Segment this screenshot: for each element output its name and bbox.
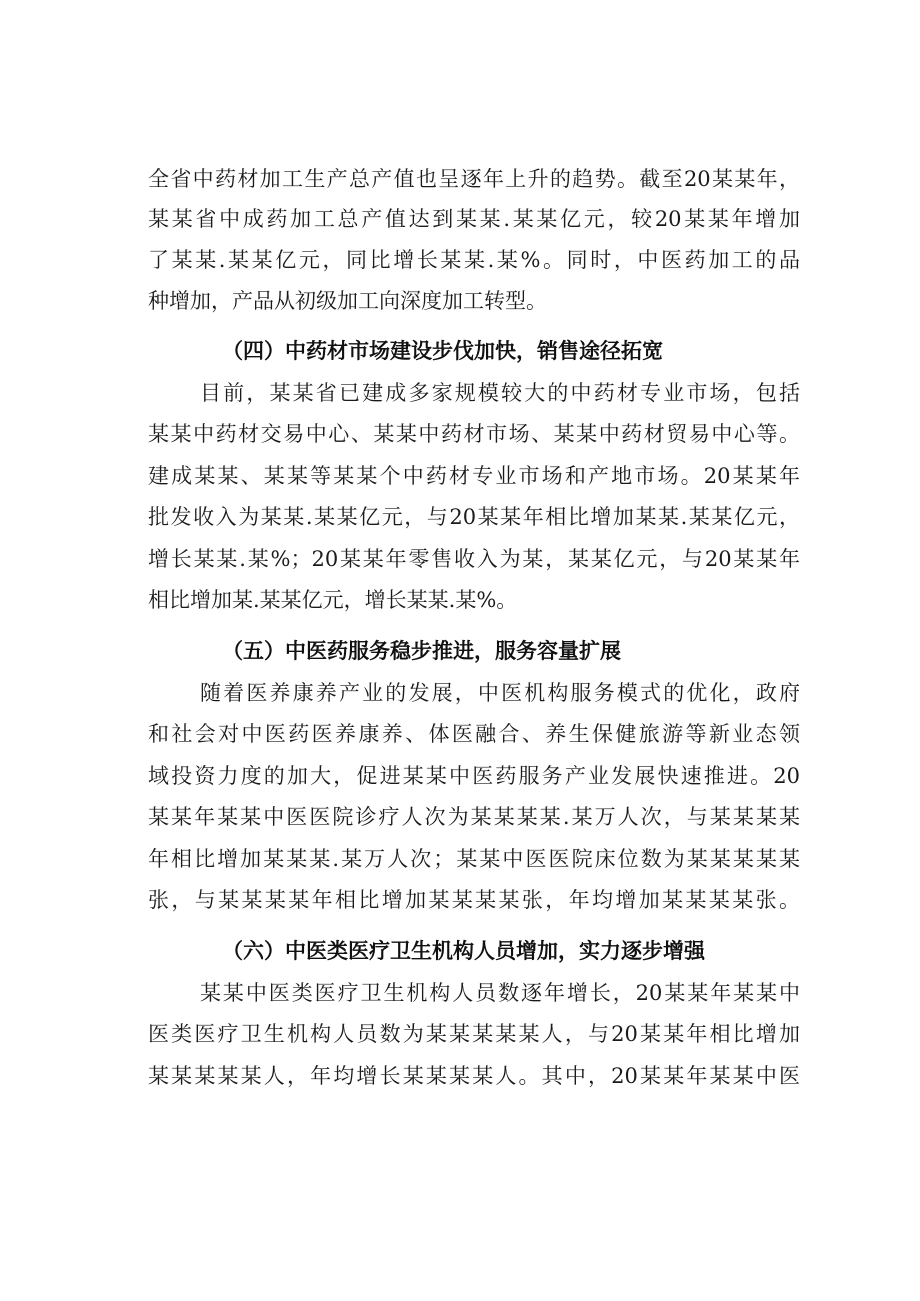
paragraph-line: 和社会对中医药医养康养、体医融合、养生保健旅游等新业态领 xyxy=(148,722,800,746)
paragraph-line: 随着医养康养产业的发展，中医机构服务模式的优化，政府 xyxy=(200,681,800,705)
paragraph-line: 某某中医类医疗卫生机构人员数逐年增长，20某某年某某中 xyxy=(200,981,800,1005)
paragraph-line: 了某某.某某亿元，同比增长某某.某%。同时，中医药加工的品 xyxy=(148,248,800,272)
paragraph-line: 批发收入为某某.某某亿元，与20某某年相比增加某某.某某亿元， xyxy=(148,505,800,529)
paragraph-line: 某某年某某中医医院诊疗人次为某某某某.某万人次，与某某某某 xyxy=(148,805,800,829)
section-heading-6: （六）中医类医疗卫生机构人员增加，实力逐步增强 xyxy=(222,939,705,963)
paragraph-line: 相比增加某.某某亿元，增长某某.某%。 xyxy=(148,588,518,612)
paragraph-line: 种增加，产品从初级加工向深度加工转型。 xyxy=(148,289,547,313)
paragraph-line: 医类医疗卫生机构人员数为某某某某某人，与20某某年相比增加 xyxy=(148,1022,800,1046)
paragraph-line: 某某中药材交易中心、某某中药材市场、某某中药材贸易中心等。 xyxy=(148,422,800,446)
paragraph-line: 全省中药材加工生产总产值也呈逐年上升的趋势。截至20某某年， xyxy=(148,167,800,191)
paragraph-line: 张，与某某某某年相比增加某某某某张，年均增加某某某某张。 xyxy=(148,888,800,912)
paragraph-line: 年相比增加某某某.某万人次；某某中医医院床位数为某某某某某 xyxy=(148,847,800,871)
section-heading-4: （四）中药材市场建设步伐加快，销售途径拓宽 xyxy=(222,339,663,363)
paragraph-line: 域投资力度的加大，促进某某中医药服务产业发展快速推进。20 xyxy=(148,764,800,788)
paragraph-line: 目前，某某省已建成多家规模较大的中药材专业市场，包括 xyxy=(200,381,800,405)
paragraph-line: 增长某某.某%；20某某年零售收入为某，某某亿元，与20某某年 xyxy=(148,547,800,571)
paragraph-line: 建成某某、某某等某某个中药材专业市场和产地市场。20某某年 xyxy=(148,464,800,488)
paragraph-line: 某某省中成药加工总产值达到某某.某某亿元，较20某某年增加 xyxy=(148,207,800,231)
paragraph-line: 某某某某某人，年均增长某某某某人。其中，20某某年某某中医 xyxy=(148,1064,800,1088)
section-heading-5: （五）中医药服务稳步推进，服务容量扩展 xyxy=(222,639,621,663)
